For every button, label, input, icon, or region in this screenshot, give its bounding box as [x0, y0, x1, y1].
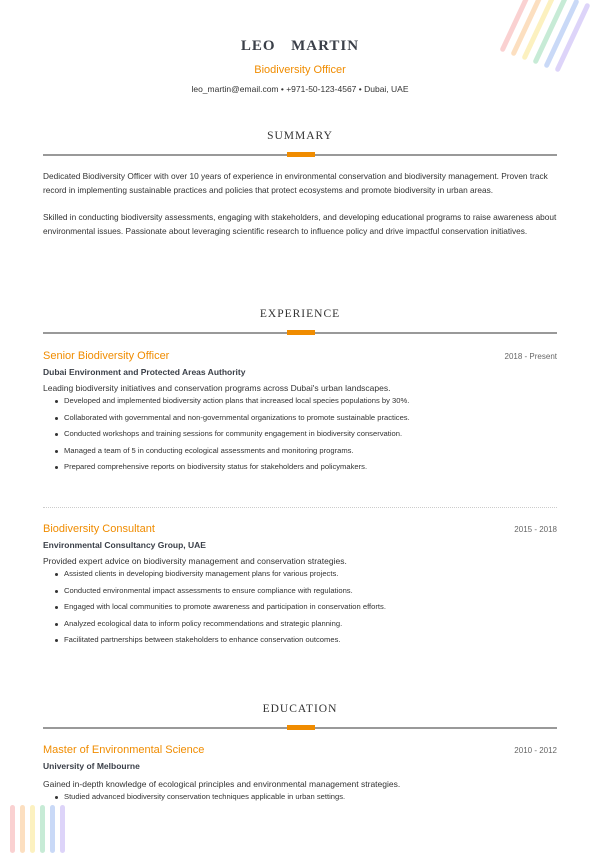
- job-entry-dates: 2018 - Present: [504, 352, 557, 361]
- job-entry-title: Senior Biodiversity Officer: [43, 350, 170, 362]
- job-title: Biodiversity Officer: [254, 64, 346, 76]
- job-entry-title: Biodiversity Consultant: [43, 523, 155, 535]
- bullet-item: Facilitated partnerships between stakeholders to enhance conservation outcomes.: [53, 632, 557, 649]
- bullet-item: Prepared comprehensive reports on biodiversity status for stakeholders and policymakers.: [53, 459, 557, 476]
- bullet-item: Studied advanced biodiversity conservation techniques applicable in urban settings.: [53, 789, 557, 806]
- stripe: [40, 805, 45, 853]
- stripe: [20, 805, 25, 853]
- education-school: University of Melbourne: [43, 761, 140, 771]
- job-entry: [43, 350, 557, 476]
- stripe: [60, 805, 65, 853]
- stripe: [50, 805, 55, 853]
- experience-section: [43, 308, 557, 334]
- bullet-item: Conducted environmental impact assessments to ensure compliance with regulations.: [53, 583, 557, 600]
- bullet-item: Managed a team of 5 in conducting ecological assessments and monitoring programs.: [53, 443, 557, 460]
- entry-divider: [43, 507, 557, 508]
- bullet-item: Conducted workshops and training sessions for community engagement in biodiversity conservation.: [53, 426, 557, 443]
- bullet-item: Developed and implemented biodiversity action plans that increased local species populations by 30%.: [53, 393, 557, 410]
- stripe: [30, 805, 35, 853]
- education-bullets: [53, 789, 557, 806]
- section-divider: [43, 332, 557, 334]
- education-degree: Master of Environmental Science: [43, 744, 205, 756]
- education-description: Gained in-depth knowledge of ecological principles and environmental management strategies.: [43, 779, 401, 789]
- job-entry: [43, 523, 557, 649]
- section-divider: [43, 154, 557, 156]
- job-entry-description: Provided expert advice on biodiversity management and conservation strategies.: [43, 556, 347, 566]
- job-entry-dates: 2015 - 2018: [514, 525, 557, 534]
- job-entry-description: Leading biodiversity initiatives and conservation programs across Dubai's urban landscapes.: [43, 383, 391, 393]
- summary-section: [43, 130, 557, 238]
- job-entry-bullets: [53, 393, 557, 476]
- bullet-item: Engaged with local communities to promote awareness and participation in conservation efforts.: [53, 599, 557, 616]
- education-entry: [43, 744, 557, 806]
- summary-paragraph: Skilled in conducting biodiversity assessments, engaging with stakeholders, and developing educational programs to raise awareness about environmental issues. Passionate about leveraging scientific research to influence policy and drive impactful conservation initiatives.: [43, 212, 557, 236]
- bullet-item: Assisted clients in developing biodiversity management plans for various projects.: [53, 566, 557, 583]
- job-entry-company: Environmental Consultancy Group, UAE: [43, 540, 206, 550]
- job-entry-company: Dubai Environment and Protected Areas Authority: [43, 367, 246, 377]
- section-heading: SUMMARY: [267, 130, 333, 142]
- bullet-item: Collaborated with governmental and non-governmental organizations to promote sustainable practices.: [53, 410, 557, 427]
- summary-paragraph: Dedicated Biodiversity Officer with over 10 years of experience in environmental conservation and biodiversity management. Proven track record in implementing sustainable practices and policies that protect ecosystems and promote biodiversity in urban areas.: [43, 171, 548, 195]
- education-section: [43, 703, 557, 729]
- candidate-name: LEO MARTIN: [240, 38, 360, 54]
- bullet-item: Analyzed ecological data to inform policy recommendations and strategic planning.: [53, 616, 557, 633]
- section-divider: [43, 727, 557, 729]
- section-heading: EDUCATION: [262, 703, 338, 715]
- job-entry-bullets: [53, 566, 557, 649]
- section-heading: EXPERIENCE: [259, 308, 341, 320]
- education-dates: 2010 - 2012: [514, 746, 557, 755]
- stripe: [10, 805, 15, 853]
- contact-info: leo_martin@email.com • +971-50-123-4567 • Dubai, UAE: [191, 84, 409, 94]
